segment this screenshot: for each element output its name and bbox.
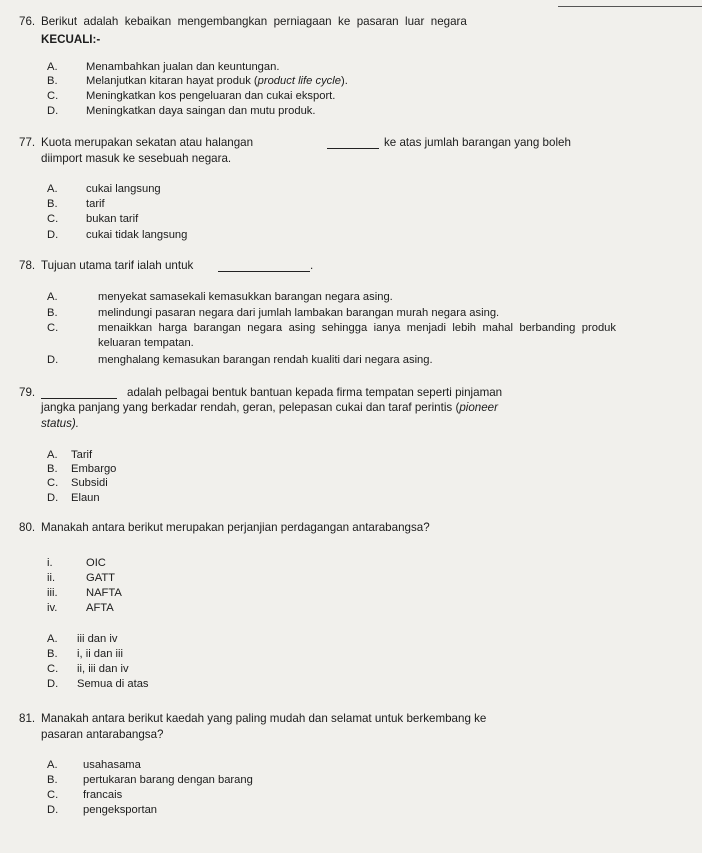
question-number: 78. — [19, 259, 36, 272]
question-keyword: KECUALI:- — [41, 33, 101, 46]
top-rule — [558, 6, 702, 7]
question-stem-end: . — [310, 259, 314, 272]
question-stem-a: adalah pelbagai bentuk bantuan kepada firma tempatan seperti pinjaman — [127, 386, 503, 399]
question-stem-c: diimport masuk ke sesebuah negara. — [41, 152, 232, 165]
question-number: 76. — [19, 15, 36, 28]
question-stem-a: Kuota merupakan sekatan atau halangan — [41, 136, 254, 149]
question-stem: Manakah antara berikut merupakan perjanjian perdagangan antarabangsa? — [41, 521, 430, 534]
answer-blank[interactable] — [41, 387, 117, 399]
question-stem-b: pasaran antarabangsa? — [41, 728, 164, 741]
answer-blank[interactable] — [218, 260, 310, 272]
question-number: 80. — [19, 521, 36, 534]
question-number: 81. — [19, 712, 36, 725]
question-stem-a: Manakah antara berikut kaedah yang paling mudah dan selamat untuk berkembang ke — [41, 712, 487, 725]
exam-page: 76. Berikut adalah kebaikan mengembangkan perniagaan ke pasaran luar negara KECUALI:- A. Menambahkan jualan dan keuntungan. B. Melanjutkan kitaran hayat produk (product life cycle). C. Meningkatkan kos pengeluaran dan cukai eksport. D. Meningkatkan daya saingan dan mutu produk. 77. Kuota merupakan sekatan atau halangan ke atas jumlah barangan yang boleh diimport masuk ke sesebuah negara. A. cukai langsung B. tarif C. bukan tarif D. cukai tidak langsung 78. Tujuan utama tarif ialah untuk . A. menyekat samasekali kemasukkan barangan negara asing. B. melindungi pasaran negara dari jumlah lambakan barangan murah negara asing. C. menaikkan harga barangan negara asing sehingga ianya menjadi lebih mahal berbanding produk keluaran tempatan. D. menghalang kemasukan barangan rendah kualiti dari negara asing. 79. adalah pelbagai bentuk bantuan kepada firma tempatan seperti pinjaman jangka panjang yang berkadar rendah, geran, pelepasan cukai dan taraf perintis (pioneer status). A. Tarif B. Embargo C. Subsidi D. Elaun 80. Manakah antara berikut merupakan perjanjian perdagangan antarabangsa? i. OIC ii. GATT iii. NAFTA iv. AFTA A. iii dan iv B. i, ii dan iii C. ii, iii dan iv D. Semua di atas 81. Manakah antara berikut kaedah yang paling mudah dan selamat untuk berkembang ke pasaran antarabangsa? A. usahasama B. pertukaran barang dengan barang C. francais D. pengeksportan — [0, 0, 702, 853]
option-c[interactable]: C. menaikkan harga barangan negara asing sehingga ianya menjadi lebih mahal berbanding produk keluaran tempatan. — [47, 322, 616, 349]
question-stem: Tujuan utama tarif ialah untuk — [41, 259, 194, 272]
question-number: 77. — [19, 136, 36, 149]
question-stem: Berikut adalah kebaikan mengembangkan perniagaan ke pasaran luar negara — [41, 15, 467, 28]
question-stem-c: status). — [41, 417, 80, 430]
question-stem-b: jangka panjang yang berkadar rendah, geran, pelepasan cukai dan taraf perintis (pioneer — [41, 401, 498, 414]
answer-blank[interactable] — [327, 137, 379, 149]
question-number: 79. — [19, 386, 36, 399]
question-stem-b: ke atas jumlah barangan yang boleh — [384, 136, 571, 149]
